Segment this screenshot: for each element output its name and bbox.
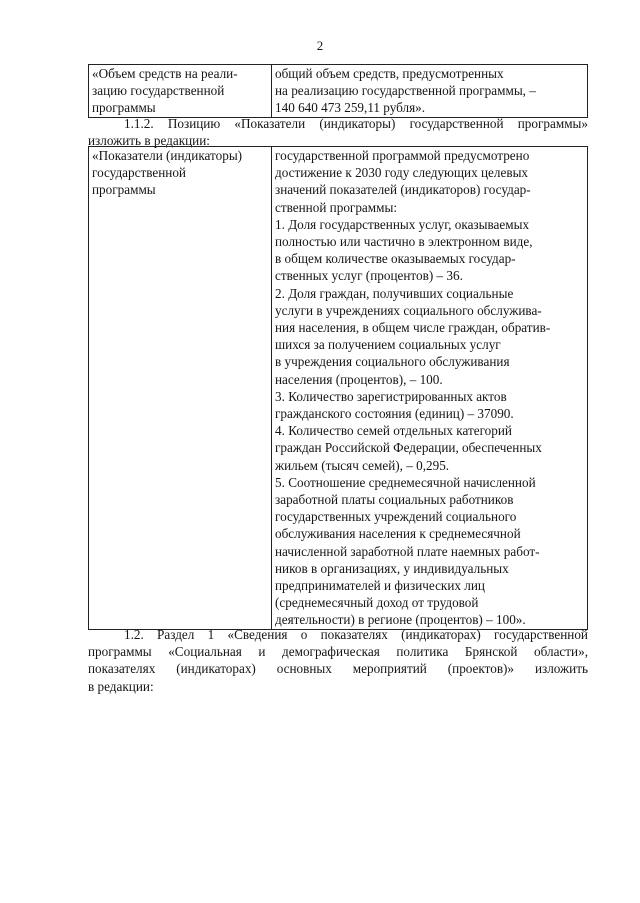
indicators-value-line: государственных учреждений социального	[275, 509, 517, 525]
indicators-value-line: граждан Российской Федерации, обеспеченных	[275, 440, 542, 456]
indicators-row	[89, 147, 588, 630]
funding-table	[88, 64, 588, 118]
indicators-value-line: шихся за получением социальных услуг	[275, 337, 501, 353]
funding-value-cell	[272, 65, 588, 118]
indicators-value-line: обслуживания населения к среднемесячной	[275, 526, 521, 542]
paragraph-line: показателях (индикаторах) основных мероприятий (проектов)» изложить	[88, 661, 588, 677]
paragraph-line: изложить в редакции:	[88, 133, 210, 149]
indicators-value-line: достижение к 2030 году следующих целевых	[275, 165, 529, 181]
indicators-value-line: начисленной заработной плате наемных работ-	[275, 543, 540, 559]
paragraph-line: 1.2. Раздел 1 «Сведения о показателях (индикаторах) государственной	[124, 627, 588, 642]
funding-value-line: общий объем средств, предусмотренных	[275, 66, 504, 81]
indicators-value-line: 4. Количество семей отдельных категорий	[275, 423, 512, 439]
indicators-value-line: ния населения, в общем числе граждан, обратив-	[275, 320, 551, 336]
indicators-value-line: в общем количестве оказываемых государ-	[275, 251, 516, 267]
indicators-table	[88, 146, 588, 630]
indicators-value-line: 2. Доля граждан, получивших социальные	[275, 285, 514, 301]
funding-value-line: 140 640 473 259,11 рубля».	[275, 100, 426, 116]
indicators-value-line: 5. Соотношение среднемесячной начисленной	[275, 474, 536, 490]
indicators-value-line: деятельности) в регионе (процентов) – 100».	[275, 612, 526, 628]
funding-value-line: на реализацию государственной программы, –	[275, 83, 536, 99]
indicators-value-line: предпринимателей и физических лиц	[275, 578, 485, 594]
indicators-label-line: программы	[92, 182, 156, 198]
indicators-value-line: населения (процентов), – 100.	[275, 371, 443, 387]
indicators-value-line: жильем (тысяч семей), – 0,295.	[275, 457, 450, 473]
indicators-value-line: государственной программой предусмотрено	[275, 148, 530, 163]
paragraph-1-2	[88, 626, 588, 695]
indicators-value-line: гражданского состояния (единиц) – 37090.	[275, 406, 514, 422]
indicators-value-line: 1. Доля государственных услуг, оказываемых	[275, 216, 530, 232]
paragraph-line: в редакции:	[88, 678, 154, 694]
funding-label-line: программы	[92, 100, 156, 116]
indicators-value-line: полностью или частично в электронном виде,	[275, 234, 533, 250]
indicators-value-cell	[272, 147, 588, 630]
indicators-value-line: заработной платы социальных работников	[275, 492, 514, 508]
funding-row	[89, 65, 588, 118]
indicators-value-line: ственной программы:	[275, 199, 397, 215]
indicators-label-line: государственной	[92, 165, 186, 181]
funding-label-cell	[89, 65, 272, 118]
indicators-label-cell	[89, 147, 272, 630]
funding-label-line: зацию государственной	[92, 83, 225, 99]
paragraph-line: программы «Социальная и демографическая политика Брянской области»,	[88, 644, 588, 660]
page-number: 2	[316, 38, 324, 53]
indicators-label-line: «Показатели (индикаторы)	[92, 148, 243, 163]
indicators-value-line: услуги в учреждениях социального обслужива-	[275, 302, 542, 318]
paragraph-line: 1.1.2. Позицию «Показатели (индикаторы) государственной программы»	[124, 116, 588, 131]
indicators-value-line: (среднемесячный доход от трудовой	[275, 595, 479, 611]
indicators-value-line: 3. Количество зарегистрированных актов	[275, 388, 507, 404]
indicators-value-line: ников в организациях, у индивидуальных	[275, 560, 509, 576]
indicators-value-line: значений показателей (индикаторов) государ-	[275, 182, 531, 198]
paragraph-1-1-2	[88, 115, 588, 149]
funding-label-line: «Объем средств на реали-	[92, 66, 238, 81]
indicators-value-line: ственных услуг (процентов) – 36.	[275, 268, 463, 284]
indicators-value-line: в учреждения социального обслуживания	[275, 354, 510, 370]
